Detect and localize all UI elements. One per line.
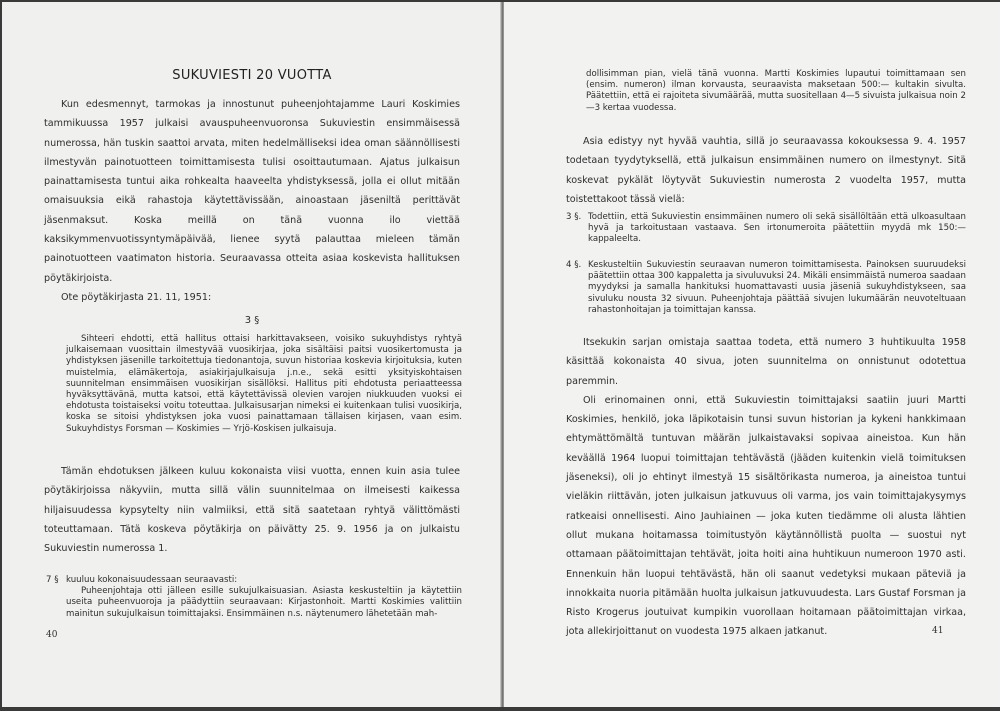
intro-paragraph: Kun edesmennyt, tarmokas ja innostunut puheenjohtajamme Lauri Koskimies tammikuussa 1957 julkaisi avauspuheenvuoronsa Sukuviestin ensimmäisessä numerossa, hän tuskin saattoi arvata, miten hedelmälliseksi idea oman säännöllisesti ilmestyvän painotuotteen toimittamisesta tulisi osoittautumaan. Ajatus julkaisun painattamisesta tuntui aika rohkealta haaveelta yhdistyksessä, jolla ei ollut mitään omaisuuksia eikä rahastoja käytettävissään, ainoastaan jäseniltä perittävät jäsenmaksut. Koska meillä on tänä vuonna ilo viettää kaksikymmenvuotissyntymäpäivää, lienee syytä palauttaa mieleen tämän painotuotteen vaatimaton historia. Seuraavassa otteita asiaa koskevista hallituksen pöytäkirjoista. <box>44 99 460 284</box>
section-4-right-text: Keskusteltiin Sukuviestin seuraavan numeron toimittamisesta. Painoksen suuruudeksi päätettiin ottaa 300 kappaletta ja sivuluvuksi 24. Mikäli ensimmäistä numeroa saadaan myydyksi ja samalla hankituksi huomattavasti uusia jäseniä sukuyhdistykseen, saa sivuluku nousta 32 sivuun. Puheenjohtaja päättää sivujen lukumäärän neuvoteltuaan rahastonhoitajan ja toimittajan kanssa. <box>588 260 966 315</box>
paragraph-4: Oli erinomainen onni, että Sukuviestin toimittajaksi saatiin juuri Martti Koskimies, henkilö, joka läpikotaisin tunsi suvun historian ja kykeni hankkimaan ehtymättömältä tuntuvan määrän julkaistavaksi sopivaa aineistoa. Kun hän keväällä 1964 luopui toimittajan tehtävästä (jääden kuitenkin vielä toimituksen jäseneksi), oli jo ehtinyt ilmestyä 15 sisältörikasta numeroa, ja aineistoa tuntui vieläkin riittävän, joten julkaisun jatkuvuus oli varma, jos vain toimittajakysymys ratkeaisi onnellisesti. Aino Jauhiainen — joka kuten tiedämme oli alusta lähtien ollut mukana hoitamassa toimitustyön käytännöllistä puolta — suostui nyt ottamaan päätoimittajan tehtävät, joita hoiti aina huhtikuun numeroon 1970 asti. Ennenkuin hän luopui tehtävästä, hän oli saanut vedetyksi mukaan päteviä ja innokkaita nuoria pitämään huolta julkaisun jatkuvuudesta. Lars Gustaf Forsman ja Risto Krogerus joutuivat kumpikin vuorollaan hoitamaan päätoimittajan virkaa, jota allekirjoittanut on vuodesta 1975 alkaen jatkanut. <box>566 394 966 638</box>
section-3-label: 3 §. <box>566 212 582 222</box>
section-3-right <box>588 212 966 246</box>
excerpt-intro: Ote pöytäkirjasta 21. 11, 1951: <box>61 291 212 303</box>
right-page <box>504 2 1000 707</box>
section-7-text: Puheenjohtaja otti jälleen esille sukujulkaisuasian. Asiasta keskusteltiin ja käytettiin useita puheenvuoroja ja päädyttiin seuraavaan: Kirjastonhoit. Martti Koskimies valittiin mainitun sukujulkaisun toimittajaksi. Ensimmäinen n.s. näytenumero lähetetään mah- <box>66 586 462 619</box>
section-3-block <box>66 334 462 435</box>
progress-block <box>566 132 966 209</box>
book-spread <box>2 2 1000 707</box>
after-text <box>44 462 460 558</box>
page-title: SUKUVIESTI 20 VUOTTA <box>172 68 332 83</box>
continuation-block <box>586 69 966 114</box>
section-3-text: Sihteeri ehdotti, että hallitus ottaisi harkittavakseen, voisiko sukuyhdistys ryhtyä julkaisemaan vuosittain ilmestyvää vuosikirjaa, joka sisältäisi paitsi vuosikertomusta ja yhdistyksen jäsenille tarkoitettuja tiedonantoja, suvun historiaa koskevia kirjoituksia, kuten muistelmia, elämäkertoja, asiakirjajulkaisuja j.n.e., sekä esitti yksityiskohtaisen suunnitelman ensimmäisen vuosikirjan sisällöksi. Hallitus piti ehdotusta periaatteessa hyväksyttävänä, mutta katsoi, että käytettävissä olevien varojen niukkuuden vuoksi ei ehdotusta toistaiseksi voitu toteuttaa. Julkaisusarjan nimeksi ei kuitenkaan tulisi vuosikirja, koska se sitoisi yhdistyksen joka vuosi painattamaan tällaisen kirjasen, vaan esim. Sukuyhdistys Forsman — Koskimies — Yrjö-Koskisen julkaisuja. <box>66 334 462 434</box>
section-4-label: 4 §. <box>566 260 582 270</box>
page-number-left: 40 <box>46 630 58 640</box>
after-paragraph: Tämän ehdotuksen jälkeen kuluu kokonaista viisi vuotta, ennen kuin asia tulee pöytäkirjoissa näkyviin, mutta sillä välin suunnitelmaa on ilmeisesti kaikessa hiljaisuudessa kypsytelty niin valmiiksi, että sitä saatetaan ryhtyä välittömästi toteuttamaan. Tätä koskeva pöytäkirja on päivätty 25. 9. 1956 ja on julkaistu Sukuviestin numerossa 1. <box>44 466 460 555</box>
closing-text <box>566 333 966 642</box>
section-7-label: 7 § <box>46 575 59 585</box>
progress-paragraph: Asia edistyy nyt hyvää vauhtia, sillä jo seuraavassa kokouksessa 9. 4. 1957 todetaan tyydytyksellä, että julkaisun ensimmäinen numero on ilmestynyt. Sitä koskevat pykälät löytyvät Sukuviestin numerosta 2 vuodelta 1957, mutta toistettakoot tässä vielä: <box>566 136 966 205</box>
section-3-heading: 3 § <box>244 315 260 326</box>
section-7-block <box>66 575 462 620</box>
page-number-right: 41 <box>932 626 944 636</box>
section-3-right-text: Todettiin, että Sukuviestin ensimmäinen numero oli sekä sisällöltään että ulkoasultaan hyvä ja tarkoitustaan vastaava. Sen irtonumeroita päätettiin myydä mk 150:— kappaleelta. <box>588 212 966 245</box>
paragraph-3: Itsekukin sarjan omistaja saattaa todeta, että numero 3 huhtikuulta 1958 käsittää kokonaista 40 sivua, joten suunnitelma on onnistunut odotettua paremmin. <box>566 337 966 387</box>
intro-text <box>44 95 460 307</box>
continuation-text: dollisimman pian, vielä tänä vuonna. Martti Koskimies lupautui toimittamaan sen (ensim. numeron) ilman korvausta, seuraavista maksetaan 500:— kultakin sivulta. Päätettiin, että ei rajoiteta sivumäärää, mutta suositellaan 4—5 sivuista julkaisua noin 2—3 kertaa vuodessa. <box>586 69 966 113</box>
section-7-lead: kuuluu kokonaisuudessaan seuraavasti: <box>66 575 238 585</box>
section-4-right <box>588 260 966 316</box>
left-page <box>2 2 502 707</box>
